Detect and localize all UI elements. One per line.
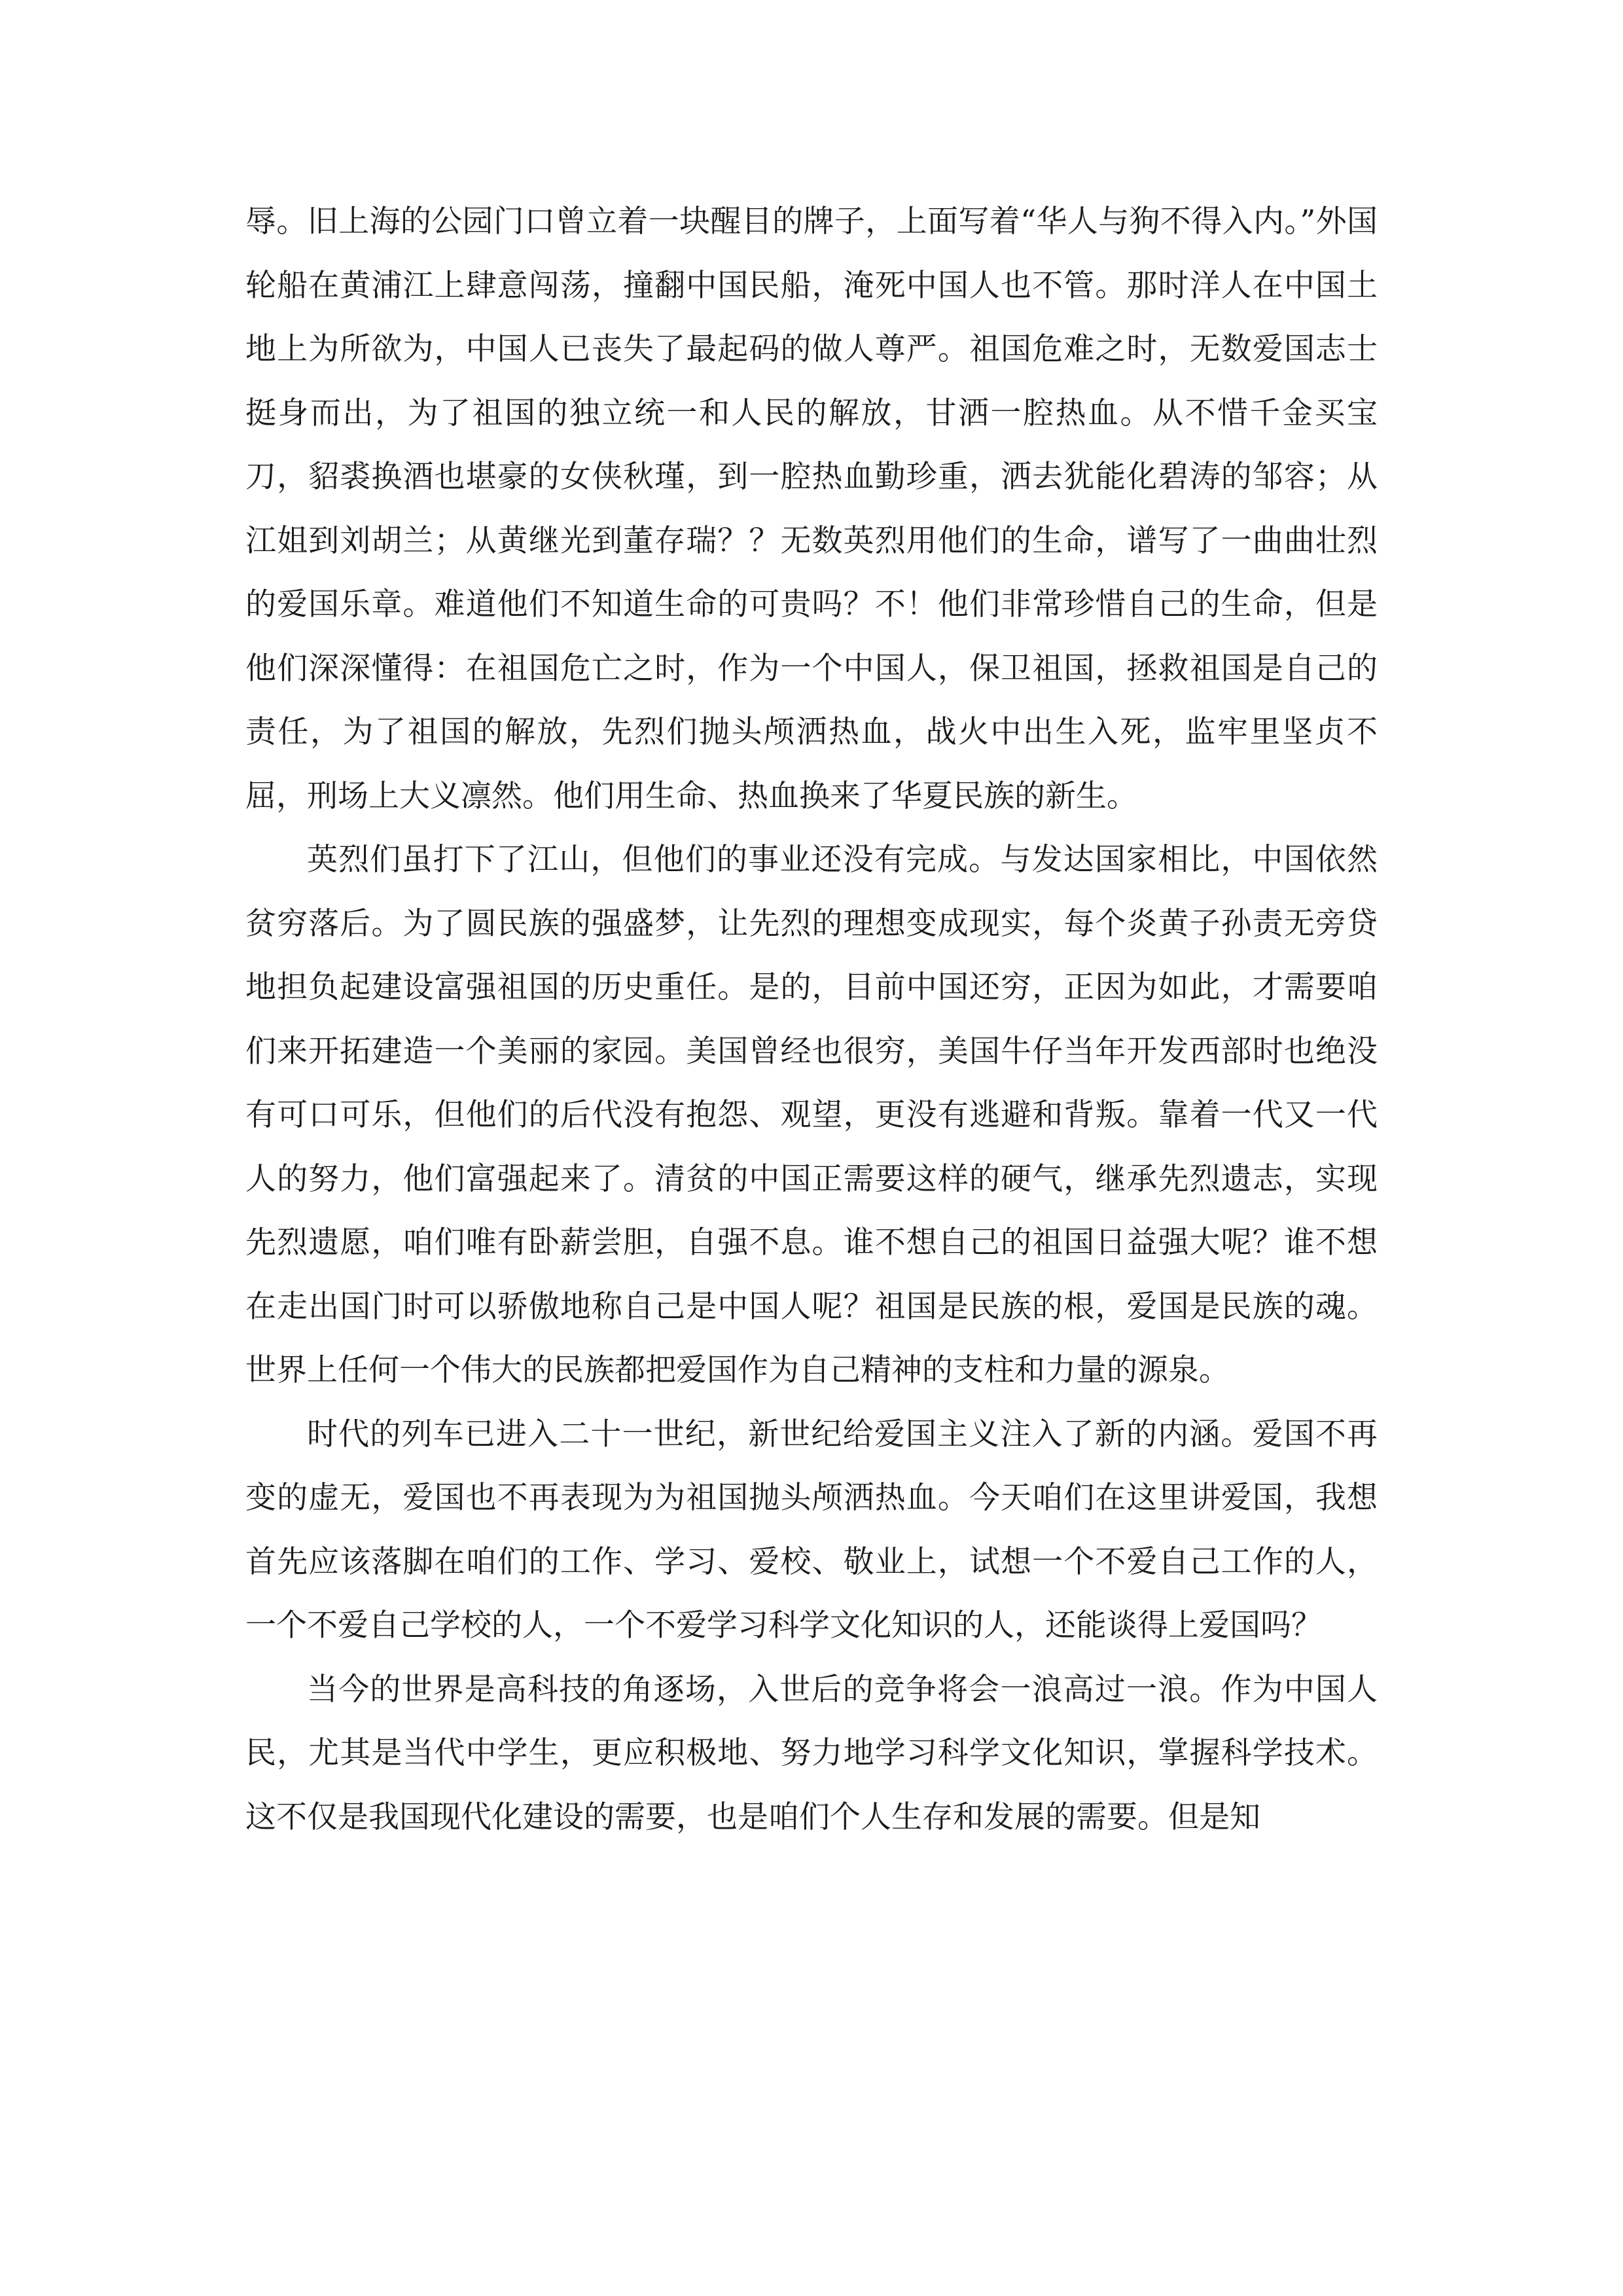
paragraph-1: 辱。旧上海的公园门口曾立着一块醒目的牌子，上面写着“华人与狗不得入内。”外国轮船在黄浦江上肆意闯荡，撞翻中国民船，淹死中国人也不管。那时洋人在中国土地上为所欲为，中国人已丧失了最起码的做人尊严。祖国危难之时，无数爱国志士挺身而出，为了祖国的独立统一和人民的解放，甘洒一腔热血。从不惜千金买宝刀，貂裘换酒也堪豪的女侠秋瑾，到一腔热血勤珍重，洒去犹能化碧涛的邹容；从江姐到刘胡兰；从黄继光到董存瑞？？无数英烈用他们的生命，谱写了一曲曲壮烈的爱国乐章。难道他们不知道生命的可贵吗？不！他们非常珍惜自己的生命，但是他们深深懂得：在祖国危亡之时，作为一个中国人，保卫祖国，拯救祖国是自己的责任，为了祖国的解放，先烈们抛头颅洒热血，战火中出生入死，监牢里坚贞不屈，刑场上大义凛然。他们用生命、热血换来了华夏民族的新生。 <box>245 204 1378 814</box>
paragraph-2: 英烈们虽打下了江山，但他们的事业还没有完成。与发达国家相比，中国依然贫穷落后。为了圆民族的强盛梦，让先烈的理想变成现实，每个炎黄子孙责无旁贷地担负起建设富强祖国的历史重任。是的，目前中国还穷，正因为如此，才需要咱们来开拓建造一个美丽的家园。美国曾经也很穷，美国牛仔当年开发西部时也绝没有可口可乐，但他们的后代没有抱怨、观望，更没有逃避和背叛。靠着一代又一代人的努力，他们富强起来了。清贫的中国正需要这样的硬气，继承先烈遗志，实现先烈遗愿，咱们唯有卧薪尝胆，自强不息。谁不想自己的祖国日益强大呢？谁不想在走出国门时可以骄傲地称自己是中国人呢？祖国是民族的根，爱国是民族的魂。世界上任何一个伟大的民族都把爱国作为自己精神的支柱和力量的源泉。 <box>245 842 1378 1388</box>
body-text <box>245 190 1378 1849</box>
paragraph-4: 当今的世界是高科技的角逐场，入世后的竞争将会一浪高过一浪。作为中国人民，尤其是当代中学生，更应积极地、努力地学习科学文化知识，掌握科学技术。这不仅是我国现代化建设的需要，也是咱们个人生存和发展的需要。但是知 <box>245 1671 1378 1835</box>
paragraph-3: 时代的列车已进入二十一世纪，新世纪给爱国主义注入了新的内涵。爱国不再变的虚无，爱国也不再表现为为祖国抛头颅洒热血。今天咱们在这里讲爱国，我想首先应该落脚在咱们的工作、学习、爱校、敬业上，试想一个不爱自己工作的人，一个不爱自己学校的人，一个不爱学习科学文化知识的人，还能谈得上爱国吗？ <box>245 1416 1378 1643</box>
